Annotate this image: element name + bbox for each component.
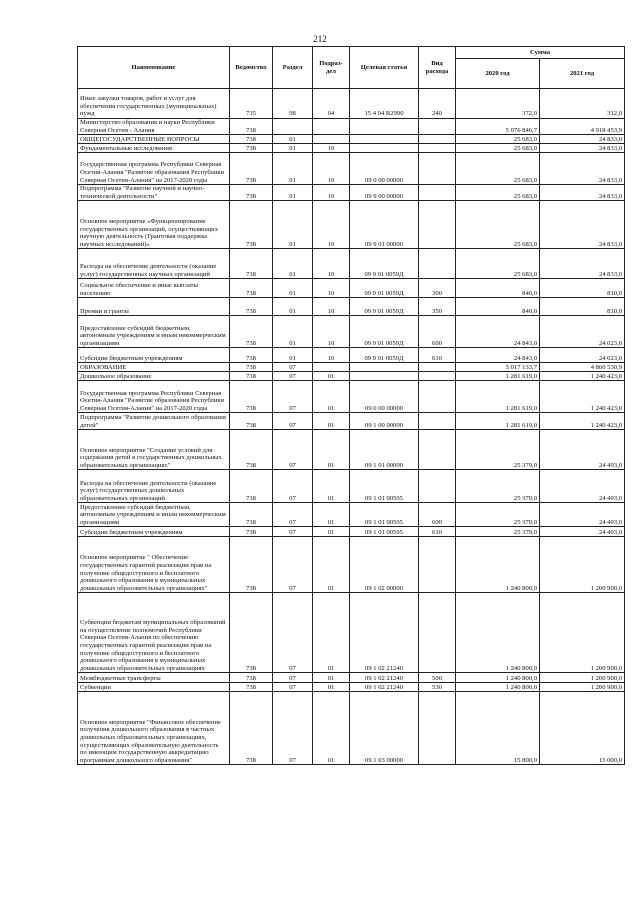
row-expense (419, 430, 456, 470)
row-dept: 738 (230, 527, 273, 537)
row-subsection: 01 (313, 430, 350, 470)
row-subsection: 10 (313, 298, 350, 316)
row-sum-2021: 15 000,0 (540, 692, 625, 765)
row-sum-2020: 25 379,0 (456, 430, 540, 470)
table-row (78, 153, 625, 185)
row-sum-2021: 24 833,0 (540, 201, 625, 249)
row-sum-2020: 5 017 133,7 (456, 363, 540, 372)
row-dept: 738 (230, 692, 273, 765)
row-expense (419, 470, 456, 503)
row-sum-2020: 1 240 800,0 (456, 593, 540, 673)
header-dept: Ведомство (230, 47, 273, 89)
row-subsection: 01 (313, 683, 350, 692)
row-section: 07 (273, 372, 313, 381)
row-sum-2020: 840,0 (456, 298, 540, 316)
row-sum-2020: 840,0 (456, 279, 540, 298)
row-target: 09 1 00 00000 (350, 413, 419, 430)
table-row (78, 537, 625, 593)
row-target: 09 9 01 00000 (350, 201, 419, 249)
row-subsection: 10 (313, 348, 350, 363)
row-sum-2021: 24 023,0 (540, 348, 625, 363)
row-sum-2021: 312,0 (540, 89, 625, 119)
row-expense: 300 (419, 279, 456, 298)
row-sum-2021: 24 833,0 (540, 153, 625, 185)
row-sum-2021: 1 240 423,0 (540, 381, 625, 413)
row-dept: 738 (230, 135, 273, 144)
row-target: 09 1 02 21240 (350, 673, 419, 683)
row-target: 15 4 04 R2990 (350, 89, 419, 119)
row-sum-2021: 24 493,0 (540, 527, 625, 537)
row-dept: 738 (230, 201, 273, 249)
row-section: 01 (273, 135, 313, 144)
header-2021: 2021 год (540, 59, 625, 89)
row-expense (419, 119, 456, 135)
header-section: Раздел (273, 47, 313, 89)
row-dept: 738 (230, 153, 273, 185)
row-target: 09 9 01 0059Д (350, 279, 419, 298)
row-sum-2021: 1 240 423,0 (540, 413, 625, 430)
row-expense (419, 381, 456, 413)
row-name: Дошкольное образование (78, 372, 230, 381)
row-target: 09 9 01 0059Д (350, 316, 419, 348)
row-subsection: 01 (313, 593, 350, 673)
row-expense (419, 537, 456, 593)
row-section: 01 (273, 348, 313, 363)
row-section: 07 (273, 537, 313, 593)
row-name: ОБЩЕГОСУДАРСТВЕННЫЕ ВОПРОСЫ (78, 135, 230, 144)
table-row (78, 527, 625, 537)
row-name: Основное мероприятие " Обеспечение государственных гарантий реализации прав на получение общедоступного и бесплатного дошкольного образования в муниципальных дошкольных образовательных организациях" (78, 537, 230, 593)
row-sum-2021: 810,0 (540, 279, 625, 298)
row-expense: 500 (419, 673, 456, 683)
row-sum-2021: 1 200 900,0 (540, 537, 625, 593)
row-dept: 738 (230, 144, 273, 153)
row-subsection (313, 119, 350, 135)
row-target: 09 1 01 00000 (350, 430, 419, 470)
row-name: Субвенции (78, 683, 230, 692)
row-name: ОБРАЗОВАНИЕ (78, 363, 230, 372)
row-sum-2021: 24 023,0 (540, 316, 625, 348)
row-sum-2020: 25 379,0 (456, 527, 540, 537)
row-expense (419, 201, 456, 249)
row-name: Субсидии бюджетным учреждениям (78, 527, 230, 537)
table-header (78, 47, 625, 89)
row-dept: 738 (230, 363, 273, 372)
row-expense (419, 692, 456, 765)
row-sum-2021: 24 493,0 (540, 430, 625, 470)
header-2020: 2020 год (456, 59, 540, 89)
row-target: 09 1 01 00595 (350, 503, 419, 527)
row-dept: 738 (230, 593, 273, 673)
row-section: 07 (273, 673, 313, 683)
row-sum-2020: 25 683,0 (456, 249, 540, 279)
row-dept: 738 (230, 503, 273, 527)
header-expense: Вид расхода (419, 47, 456, 89)
row-dept: 738 (230, 298, 273, 316)
row-expense (419, 593, 456, 673)
table-row (78, 249, 625, 279)
row-subsection: 10 (313, 153, 350, 185)
row-section: 01 (273, 249, 313, 279)
row-name: Подпрограмма "Развитие научной и научно-технической деятельности" (78, 185, 230, 201)
row-sum-2020: 15 800,0 (456, 692, 540, 765)
row-expense: 350 (419, 298, 456, 316)
row-sum-2020: 1 281 619,0 (456, 372, 540, 381)
row-target (350, 372, 419, 381)
row-sum-2020: 25 379,0 (456, 503, 540, 527)
table-row (78, 298, 625, 316)
table-row (78, 673, 625, 683)
row-sum-2021: 1 200 900,0 (540, 673, 625, 683)
row-subsection: 01 (313, 413, 350, 430)
table-row (78, 144, 625, 153)
row-section: 01 (273, 185, 313, 201)
row-name: Предоставление субсидий бюджетным, автономным учреждениям и иным некоммерческим организациям (78, 316, 230, 348)
row-subsection: 10 (313, 279, 350, 298)
row-sum-2021: 24 833,0 (540, 185, 625, 201)
row-dept: 738 (230, 430, 273, 470)
row-dept: 738 (230, 249, 273, 279)
row-subsection: 04 (313, 89, 350, 119)
table-row (78, 201, 625, 249)
row-target: 09 9 00 00000 (350, 185, 419, 201)
row-name: Государственная программа Республики Северная Осетия-Алания "Развитие образования Республики Северная Осетия-Алания" на 2017-2020 годы (78, 153, 230, 185)
row-dept: 738 (230, 316, 273, 348)
row-subsection: 01 (313, 527, 350, 537)
row-expense (419, 363, 456, 372)
row-section: 01 (273, 153, 313, 185)
row-target: 09 0 00 00000 (350, 153, 419, 185)
row-section: 01 (273, 144, 313, 153)
row-expense: 600 (419, 316, 456, 348)
row-dept: 738 (230, 683, 273, 692)
table-row (78, 89, 625, 119)
table-row (78, 372, 625, 381)
header-sum: Сумма (456, 47, 625, 59)
row-target (350, 144, 419, 153)
table-row (78, 185, 625, 201)
row-dept: 738 (230, 348, 273, 363)
row-name: Иные закупки товаров, работ и услуг для обеспечения государственных (муниципальных) нужд (78, 89, 230, 119)
row-dept: 738 (230, 119, 273, 135)
row-sum-2020: 1 240 800,0 (456, 673, 540, 683)
table-row (78, 363, 625, 372)
row-target: 09 0 00 00000 (350, 381, 419, 413)
row-expense (419, 413, 456, 430)
row-dept: 738 (230, 372, 273, 381)
row-target: 09 9 01 0059Д (350, 249, 419, 279)
row-section: 01 (273, 279, 313, 298)
table-row (78, 316, 625, 348)
row-section: 07 (273, 683, 313, 692)
row-subsection: 01 (313, 372, 350, 381)
row-dept: 738 (230, 381, 273, 413)
row-name: Предоставление субсидий бюджетным, автономным учреждениям и иным некоммерческим организациям (78, 503, 230, 527)
table-row (78, 692, 625, 765)
row-subsection: 10 (313, 185, 350, 201)
table-row (78, 593, 625, 673)
row-name: Расходы на обеспечение деятельности (оказание услуг) государственных научных организаций (78, 249, 230, 279)
row-expense (419, 135, 456, 144)
table-body (78, 89, 625, 765)
row-dept: 738 (230, 279, 273, 298)
row-target: 09 1 01 00595 (350, 470, 419, 503)
row-name: Основное мероприятие "Создание условий для содержания детей в государственных дошкольных образовательных организациях" (78, 430, 230, 470)
table-row (78, 279, 625, 298)
row-subsection: 10 (313, 144, 350, 153)
row-section: 07 (273, 527, 313, 537)
row-target: 09 1 01 00595 (350, 527, 419, 537)
row-target (350, 135, 419, 144)
row-target: 09 1 02 00000 (350, 537, 419, 593)
row-name: Фундаментальные исследования (78, 144, 230, 153)
row-section: 07 (273, 470, 313, 503)
row-section: 01 (273, 201, 313, 249)
row-sum-2021: 4 860 530,9 (540, 363, 625, 372)
table-row (78, 348, 625, 363)
row-target: 09 1 03 00000 (350, 692, 419, 765)
row-section: 07 (273, 692, 313, 765)
row-sum-2021: 1 200 900,0 (540, 683, 625, 692)
row-sum-2021: 1 200 900,0 (540, 593, 625, 673)
header-name: Наименование (78, 47, 230, 89)
row-target: 09 1 02 21240 (350, 683, 419, 692)
row-sum-2020: 25 683,0 (456, 185, 540, 201)
row-name: Подпрограмма "Развитие дошкольного образования детей" (78, 413, 230, 430)
row-name: Социальное обеспечение и иные выплаты населению (78, 279, 230, 298)
row-section: 07 (273, 381, 313, 413)
row-name: Межбюджетные трансферты (78, 673, 230, 683)
table-row (78, 381, 625, 413)
row-sum-2021: 810,0 (540, 298, 625, 316)
row-sum-2020: 1 281 619,0 (456, 381, 540, 413)
row-dept: 738 (230, 413, 273, 430)
row-section: 07 (273, 503, 313, 527)
row-target: 09 9 01 0059Д (350, 298, 419, 316)
row-section (273, 119, 313, 135)
table-row (78, 430, 625, 470)
row-sum-2020: 372,0 (456, 89, 540, 119)
row-sum-2020: 25 379,0 (456, 470, 540, 503)
row-subsection: 01 (313, 503, 350, 527)
row-sum-2021: 24 493,0 (540, 503, 625, 527)
row-sum-2020: 25 683,0 (456, 135, 540, 144)
row-sum-2020: 1 240 800,0 (456, 537, 540, 593)
row-section: 07 (273, 363, 313, 372)
row-expense (419, 249, 456, 279)
row-subsection (313, 363, 350, 372)
row-sum-2021: 24 833,0 (540, 249, 625, 279)
row-sum-2021: 24 833,0 (540, 144, 625, 153)
row-subsection: 01 (313, 381, 350, 413)
row-sum-2020: 25 683,0 (456, 153, 540, 185)
row-section: 07 (273, 430, 313, 470)
table-row (78, 470, 625, 503)
table-row (78, 119, 625, 135)
row-sum-2021: 1 240 423,0 (540, 372, 625, 381)
row-subsection: 01 (313, 537, 350, 593)
row-target (350, 363, 419, 372)
row-name: Субсидии бюджетным учреждениям (78, 348, 230, 363)
row-expense (419, 185, 456, 201)
row-sum-2021: 24 833,0 (540, 135, 625, 144)
row-sum-2020: 25 683,0 (456, 144, 540, 153)
row-name: Основное мероприятие "Финансовое обеспечение получения дошкольного образования в частных дошкольных образовательных организациях, осуществляющих образовательную деятельность по имеющим государственную аккредитацию программам дошкольного образования" (78, 692, 230, 765)
row-dept: 738 (230, 470, 273, 503)
row-name: Премии и гранты (78, 298, 230, 316)
row-name: Государственная программа Республики Северная Осетия-Алания "Развитие образования Республики Северная Осетия-Алания" на 2017-2020 годы (78, 381, 230, 413)
row-sum-2020: 24 843,0 (456, 316, 540, 348)
row-sum-2021: 4 918 453,9 (540, 119, 625, 135)
row-target (350, 119, 419, 135)
row-expense: 600 (419, 503, 456, 527)
header-target: Целевая статья (350, 47, 419, 89)
row-name: Основное мероприятие «Функционирование государственных организаций, осуществляющих научную деятельность (Грантовая поддержка научных исследований)» (78, 201, 230, 249)
row-sum-2020: 1 281 619,0 (456, 413, 540, 430)
row-sum-2020: 5 076 846,7 (456, 119, 540, 135)
row-subsection: 01 (313, 470, 350, 503)
row-expense: 610 (419, 348, 456, 363)
row-name: Субвенции бюджетам муниципальных образований на осуществление полномочий Республики Северная Осетия-Алания по обеспечению государственных гарантий реализации прав на получение общедоступного и бесплатного дошкольного образования в муниципальных дошкольных образовательных организациях (78, 593, 230, 673)
page-number: 212 (313, 34, 327, 44)
row-sum-2020: 1 240 800,0 (456, 683, 540, 692)
row-sum-2020: 24 843,0 (456, 348, 540, 363)
row-expense: 240 (419, 89, 456, 119)
row-expense (419, 372, 456, 381)
row-name: Министерство образования и науки Республики Северная Осетия - Алания (78, 119, 230, 135)
table-row (78, 413, 625, 430)
row-section: 07 (273, 593, 313, 673)
row-dept: 738 (230, 673, 273, 683)
row-target: 09 1 02 21240 (350, 593, 419, 673)
budget-table (77, 46, 625, 765)
row-dept: 735 (230, 89, 273, 119)
row-sum-2020: 25 683,0 (456, 201, 540, 249)
row-target: 09 9 01 0059Д (350, 348, 419, 363)
row-expense (419, 144, 456, 153)
header-subsection: Подраз-дел (313, 47, 350, 89)
row-name: Расходы на обеспечение деятельности (оказание услуг) государственных дошкольных образовательных организаций (78, 470, 230, 503)
row-dept: 738 (230, 185, 273, 201)
row-expense: 530 (419, 683, 456, 692)
row-subsection: 01 (313, 692, 350, 765)
row-subsection (313, 135, 350, 144)
row-subsection: 01 (313, 673, 350, 683)
row-section: 07 (273, 413, 313, 430)
row-expense (419, 153, 456, 185)
row-dept: 738 (230, 537, 273, 593)
table-row (78, 683, 625, 692)
table-row (78, 135, 625, 144)
row-subsection: 10 (313, 249, 350, 279)
row-expense: 610 (419, 527, 456, 537)
row-section: 08 (273, 89, 313, 119)
row-subsection: 10 (313, 201, 350, 249)
row-sum-2021: 24 493,0 (540, 470, 625, 503)
row-section: 01 (273, 298, 313, 316)
table-row (78, 503, 625, 527)
row-section: 01 (273, 316, 313, 348)
row-subsection: 10 (313, 316, 350, 348)
